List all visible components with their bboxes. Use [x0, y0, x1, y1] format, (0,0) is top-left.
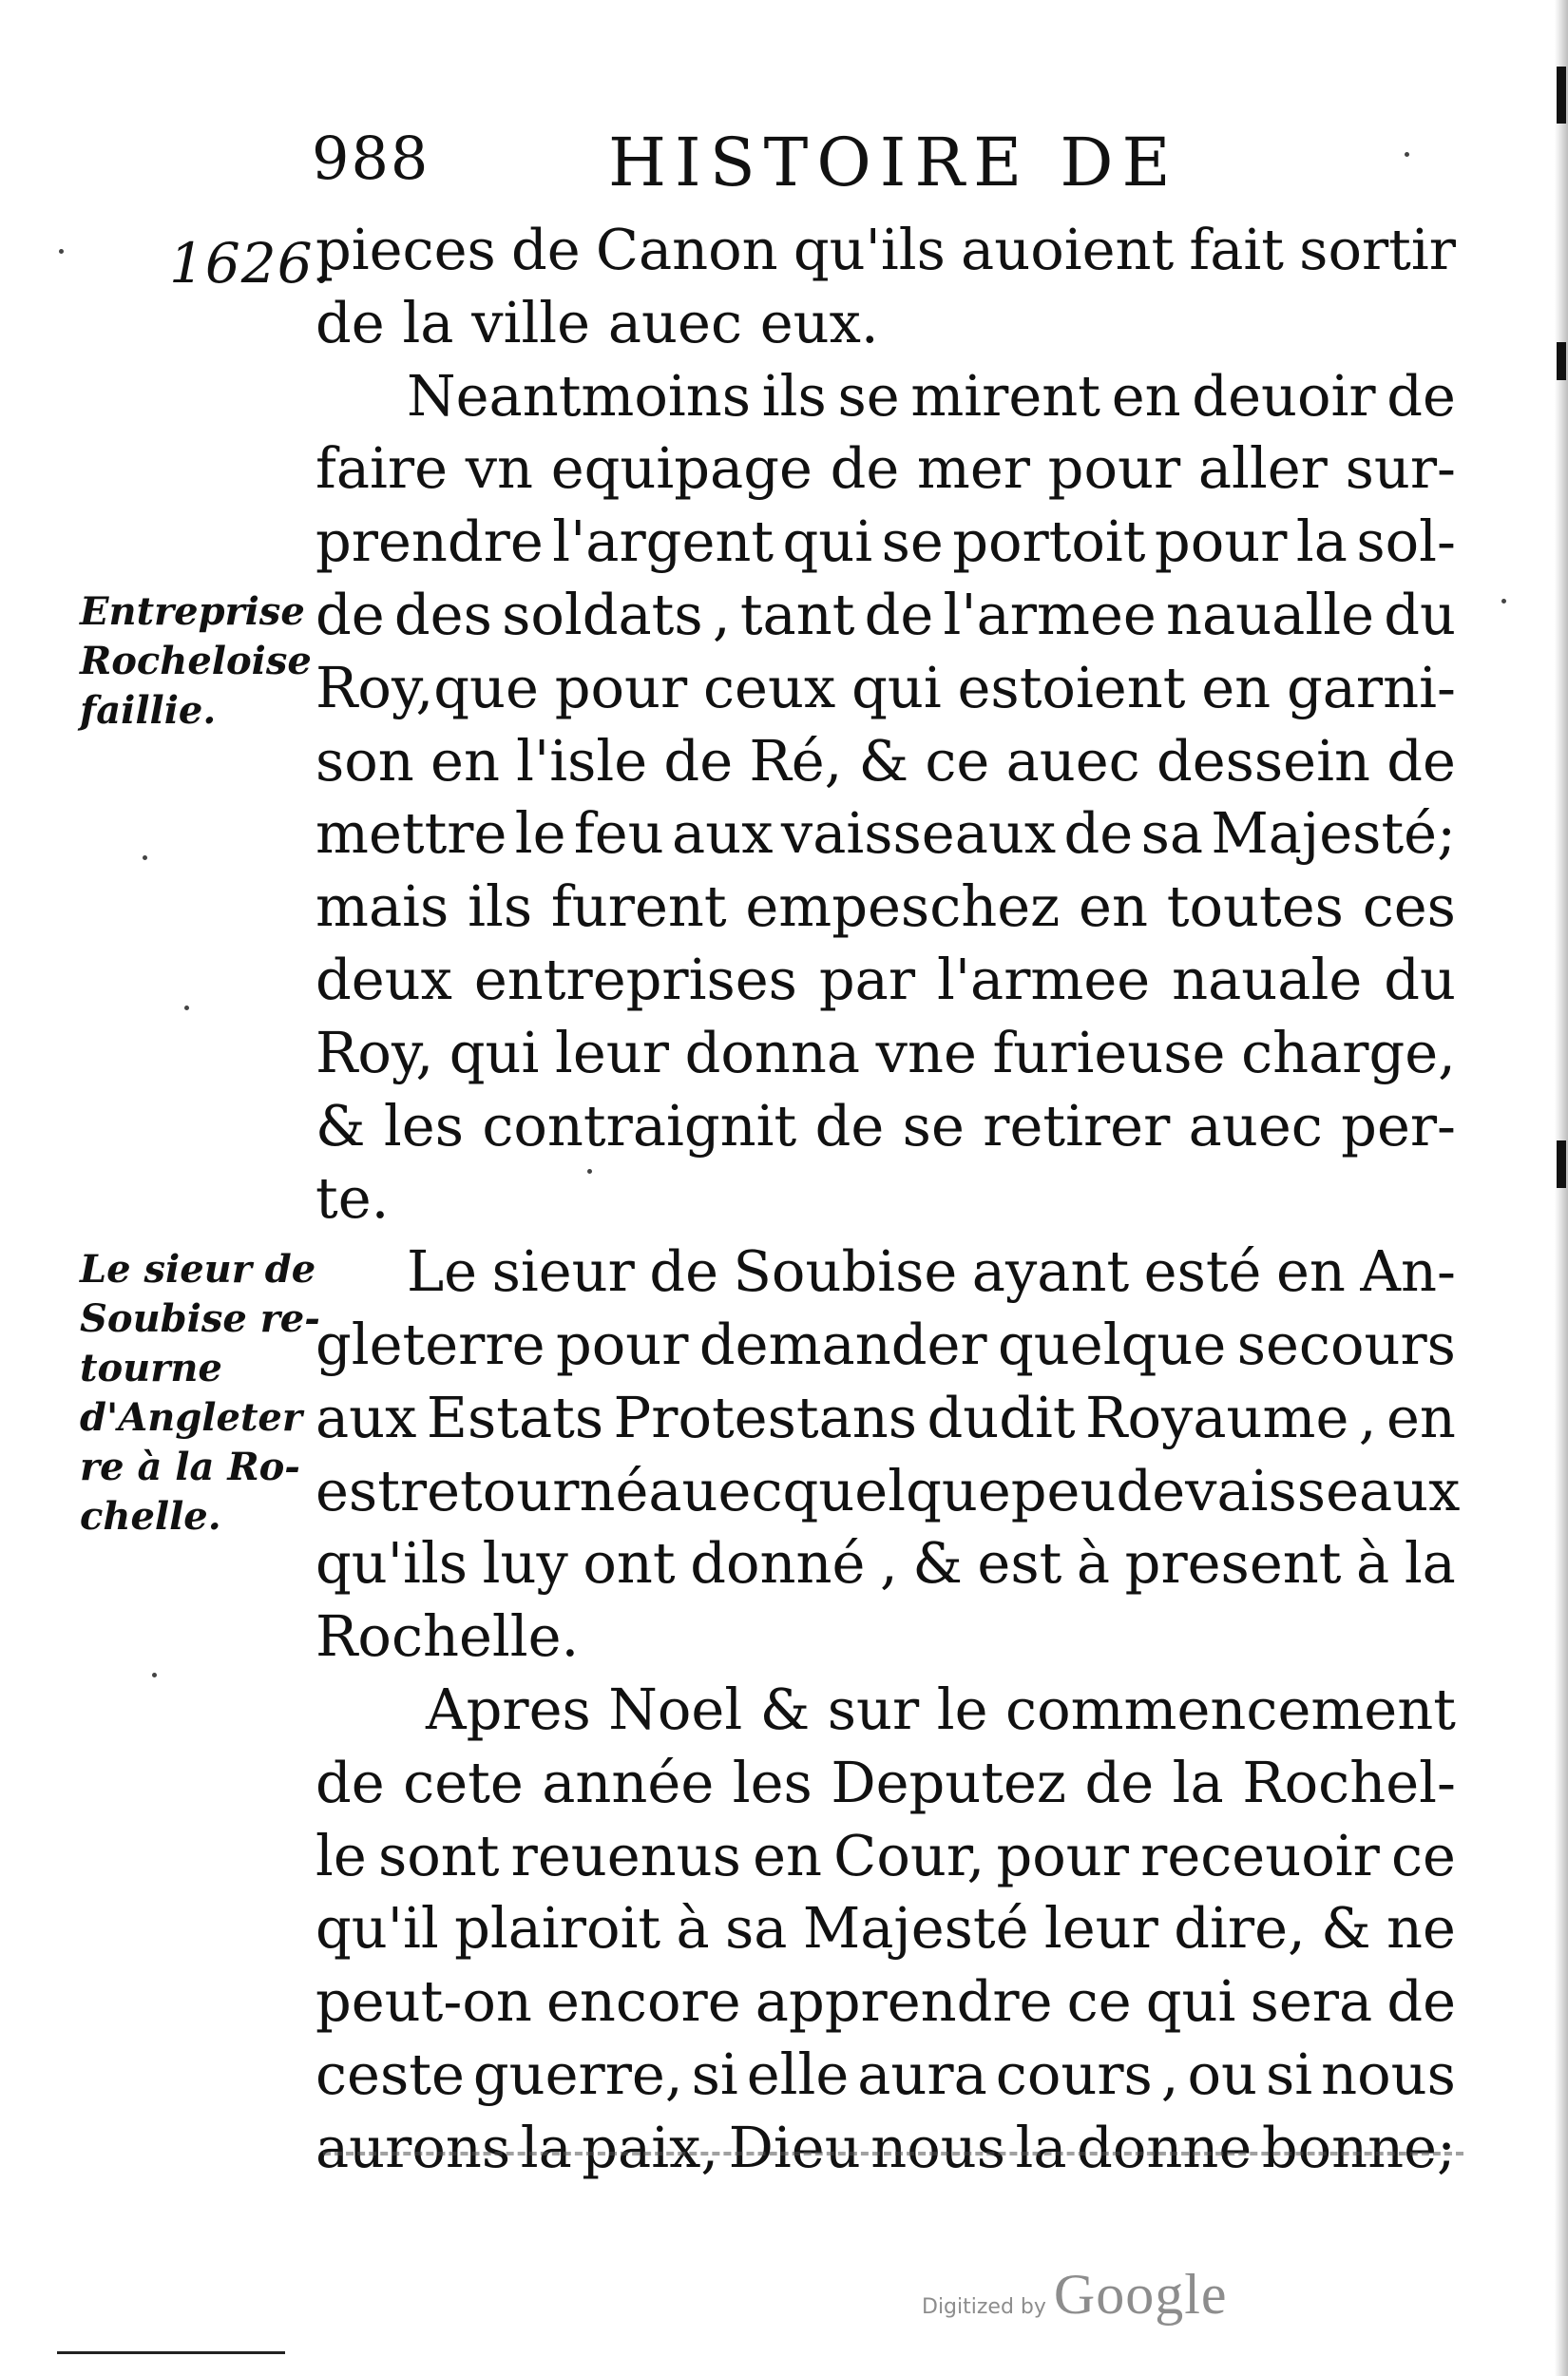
- page-number: 988: [312, 124, 430, 193]
- text-line: de cete année les Deputez de la Rochel-: [316, 1749, 1456, 1815]
- digitized-watermark: [922, 2262, 1228, 2328]
- margin-note-line: Le sieur de: [80, 1247, 316, 1292]
- text-line: Roy, qui leur donna vne furieuse charge,: [316, 1019, 1456, 1085]
- edge-ink-mark: [1557, 342, 1566, 380]
- margin-note-line: Rocheloise: [80, 639, 312, 683]
- text-line: de des soldats , tant de l'armee naualle du: [316, 581, 1456, 647]
- text-line: son en l'isle de Ré, & ce auec dessein de: [316, 727, 1456, 794]
- ink-speck: [587, 1169, 592, 1174]
- edge-ink-mark: [1557, 1140, 1566, 1188]
- running-head: HISTOIRE DE: [608, 124, 1179, 201]
- text-line: Apres Noel & sur le commencement: [426, 1676, 1456, 1742]
- margin-note-entreprise: [80, 587, 312, 736]
- text-line: Roy,que pour ceux qui estoient en garni-: [316, 654, 1456, 720]
- margin-note-line: d'Angleter: [80, 1395, 302, 1440]
- margin-year: 1626.: [169, 231, 333, 296]
- margin-note-line: tourne: [80, 1346, 222, 1390]
- margin-note-line: Entreprise: [80, 589, 305, 634]
- ink-speck: [59, 249, 64, 254]
- text-line: deux entreprises par l'armee nauale du: [316, 946, 1456, 1012]
- text-line: Neantmoins ils se mirent en deuoir de: [407, 362, 1456, 429]
- text-line: mais ils furent empeschez en toutes ces: [316, 873, 1456, 940]
- google-logo: Google: [1053, 2263, 1228, 2326]
- ink-speck: [184, 1006, 189, 1010]
- ink-speck: [152, 1673, 157, 1677]
- margin-note-line: chelle.: [80, 1494, 221, 1539]
- margin-note-line: faillie.: [80, 688, 217, 733]
- text-line: Le sieur de Soubise ayant esté en An-: [407, 1238, 1456, 1305]
- ink-speck: [1501, 599, 1506, 604]
- text-line: mettre le feu aux vaisseaux de sa Majesté;: [316, 800, 1456, 867]
- text-line: & les contraignit de se retirer auec per-: [316, 1092, 1456, 1159]
- text-line: Rochelle.: [316, 1603, 580, 1670]
- text-line: est retourné auec quelque peu de vaisseaux: [316, 1457, 1461, 1523]
- text-line: peut-on encore apprendre ce qui sera de: [316, 1968, 1456, 2035]
- text-line: de la ville auec eux.: [316, 289, 879, 355]
- ink-speck: [143, 855, 147, 860]
- text-line: aurons la paix, Dieu nous la donne bonne;: [316, 2114, 1456, 2180]
- text-line: gleterre pour demander quelque secours: [316, 1311, 1456, 1377]
- watermark-prefix: Digitized by: [922, 2295, 1046, 2319]
- text-line: faire vn equipage de mer pour aller sur-: [316, 435, 1456, 502]
- text-line: prendre l'argent qui se portoit pour la sol-: [316, 508, 1456, 575]
- ink-speck: [1405, 152, 1409, 157]
- edge-ink-mark: [1557, 67, 1566, 124]
- text-line: le sont reuenus en Cour, pour receuoir ce: [316, 1822, 1456, 1888]
- print-bleed-rule: [323, 2152, 1463, 2156]
- text-line: qu'ils luy ont donné , & est à present à la: [316, 1530, 1456, 1597]
- text-line: pieces de Canon qu'ils auoient fait sortir: [316, 217, 1456, 282]
- text-line: aux Estats Protestans dudit Royaume , en: [316, 1384, 1456, 1450]
- text-line: ceste guerre, si elle aura cours , ou si nous: [316, 2041, 1456, 2107]
- page-edge-shadow: [1555, 0, 1568, 2376]
- text-line: qu'il plairoit à sa Majesté leur dire, & ne: [316, 1895, 1456, 1962]
- margin-note-line: Soubise re-: [80, 1296, 320, 1341]
- margin-note-line: re à la Ro-: [80, 1445, 300, 1489]
- body-text: [316, 214, 1461, 2185]
- page-bottom-rule: [57, 2351, 285, 2354]
- text-line: te.: [316, 1165, 390, 1232]
- margin-note-soubise: [80, 1245, 320, 1542]
